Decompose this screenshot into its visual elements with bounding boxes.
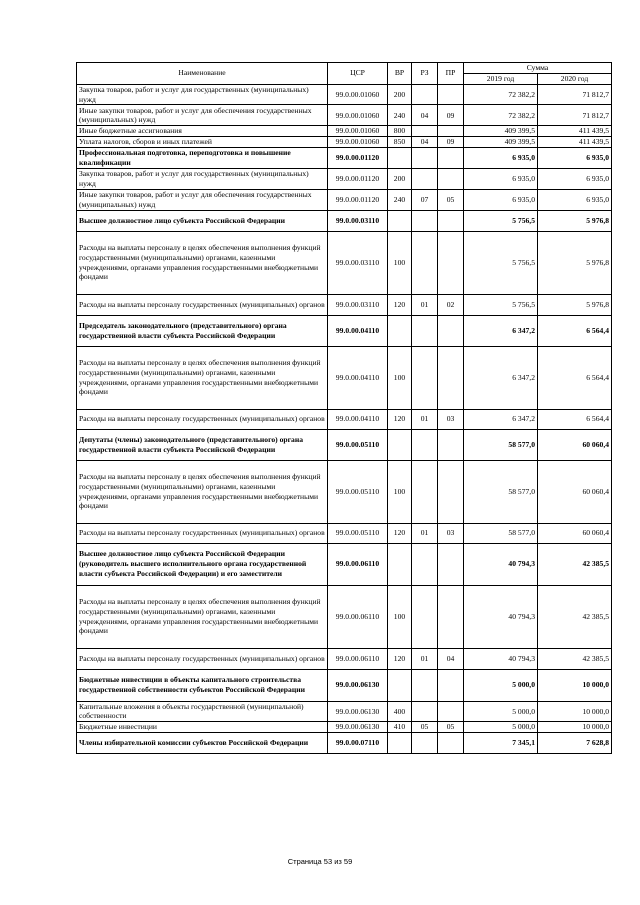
row-2020-value: 10 000,0 [538,669,612,701]
row-2020-value: 5 976,8 [538,294,612,315]
row-rz: 01 [412,294,438,315]
row-2020-value: 6 935,0 [538,168,612,189]
row-pr [438,168,464,189]
row-2020-value: 411 439,5 [538,126,612,137]
row-2019-value: 6 347,2 [464,409,538,429]
row-2019-value: 6 347,2 [464,315,538,346]
row-2019-value: 72 382,2 [464,84,538,105]
row-2019-value: 58 577,0 [464,523,538,543]
row-pr: 05 [438,722,464,733]
row-2019-value: 409 399,5 [464,137,538,148]
row-csr: 99.0.00.03110 [328,294,388,315]
row-pr [438,543,464,585]
row-2019-value: 6 935,0 [464,148,538,169]
row-csr: 99.0.00.06110 [328,648,388,669]
table-row [77,409,612,429]
row-2020-value: 10 000,0 [538,722,612,733]
row-2019-value: 5 000,0 [464,722,538,733]
table-row [77,460,612,523]
row-csr: 99.0.00.04110 [328,315,388,346]
row-2019-value: 5 756,5 [464,294,538,315]
row-csr: 99.0.00.07110 [328,733,388,754]
row-csr: 99.0.00.04110 [328,346,388,409]
row-rz: 01 [412,523,438,543]
row-vr: 120 [388,294,412,315]
table-row [77,148,612,169]
table-row [77,315,612,346]
row-csr: 99.0.00.03110 [328,231,388,294]
row-csr: 99.0.00.06110 [328,543,388,585]
row-2020-value: 411 439,5 [538,137,612,148]
table-row [77,294,612,315]
row-name: Председатель законодательного (представительного) органа государственной власти субъекта Российской Федерации [77,315,328,346]
row-vr: 100 [388,585,412,648]
table-row [77,701,612,722]
table-row [77,722,612,733]
row-rz [412,429,438,460]
row-rz [412,346,438,409]
row-2020-value: 60 060,4 [538,429,612,460]
row-vr [388,669,412,701]
row-2019-value: 58 577,0 [464,460,538,523]
row-pr [438,585,464,648]
row-csr: 99.0.00.06130 [328,722,388,733]
table-row [77,137,612,148]
table-row [77,733,612,754]
row-rz [412,148,438,169]
row-csr: 99.0.00.05110 [328,429,388,460]
row-rz [412,669,438,701]
row-pr [438,315,464,346]
col-pr-header: ПР [438,63,464,85]
row-pr [438,84,464,105]
row-name: Члены избирательной комиссии субъектов Российской Федерации [77,733,328,754]
row-pr [438,346,464,409]
row-name: Иные закупки товаров, работ и услуг для обеспечения государственных (муниципальных) нужд [77,105,328,126]
row-name: Профессиональная подготовка, переподготовка и повышение квалификации [77,148,328,169]
row-rz: 01 [412,409,438,429]
col-name-header: Наименование [77,63,328,85]
row-2019-value: 5 756,5 [464,231,538,294]
row-pr [438,669,464,701]
row-rz [412,585,438,648]
row-vr [388,315,412,346]
table-row [77,669,612,701]
row-vr: 410 [388,722,412,733]
row-2019-value: 40 794,3 [464,543,538,585]
row-pr [438,460,464,523]
row-csr: 99.0.00.01060 [328,84,388,105]
row-vr [388,210,412,231]
row-csr: 99.0.00.06130 [328,669,388,701]
row-pr: 03 [438,523,464,543]
table-body [77,84,612,753]
row-2020-value: 60 060,4 [538,523,612,543]
row-pr: 03 [438,409,464,429]
table-row [77,189,612,210]
row-2020-value: 71 812,7 [538,84,612,105]
row-rz [412,701,438,722]
table-row [77,231,612,294]
table-row [77,210,612,231]
row-pr: 09 [438,105,464,126]
row-2020-value: 7 628,8 [538,733,612,754]
row-csr: 99.0.00.01120 [328,189,388,210]
table-row [77,126,612,137]
row-pr: 05 [438,189,464,210]
table-row [77,585,612,648]
row-pr [438,701,464,722]
row-vr: 200 [388,84,412,105]
row-rz [412,168,438,189]
row-name: Расходы на выплаты персоналу в целях обеспечения выполнения функций государственными (муниципальными) органами, казенными учреждениями, органами управления государственными внебюджетными фондами [77,346,328,409]
row-vr: 120 [388,523,412,543]
row-name: Расходы на выплаты персоналу государственных (муниципальных) органов [77,409,328,429]
row-pr [438,231,464,294]
row-vr: 100 [388,460,412,523]
row-name: Расходы на выплаты персоналу государственных (муниципальных) органов [77,294,328,315]
row-2020-value: 6 564,4 [538,346,612,409]
row-csr: 99.0.00.05110 [328,523,388,543]
budget-table [76,62,612,754]
row-vr [388,733,412,754]
row-2020-value: 5 976,8 [538,231,612,294]
table-row [77,168,612,189]
row-vr [388,429,412,460]
table-row [77,429,612,460]
row-2020-value: 10 000,0 [538,701,612,722]
row-2019-value: 6 347,2 [464,346,538,409]
row-2020-value: 60 060,4 [538,460,612,523]
row-2019-value: 5 000,0 [464,669,538,701]
page-footer: Страница 53 из 59 [287,857,353,866]
row-pr [438,126,464,137]
row-name: Расходы на выплаты персоналу в целях обеспечения выполнения функций государственными (муниципальными) органами, казенными учреждениями, органами управления государственными внебюджетными фондами [77,585,328,648]
row-name: Закупка товаров, работ и услуг для государственных (муниципальных) нужд [77,84,328,105]
row-csr: 99.0.00.06130 [328,701,388,722]
table-row [77,648,612,669]
row-rz [412,126,438,137]
row-rz [412,315,438,346]
row-csr: 99.0.00.06110 [328,585,388,648]
col-2020-header: 2020 год [538,73,612,84]
row-csr: 99.0.00.01120 [328,148,388,169]
row-2019-value: 40 794,3 [464,585,538,648]
row-vr: 200 [388,168,412,189]
row-name: Уплата налогов, сборов и иных платежей [77,137,328,148]
row-2019-value: 58 577,0 [464,429,538,460]
row-2020-value: 71 812,7 [538,105,612,126]
table-row [77,105,612,126]
row-name: Капитальные вложения в объекты государственной (муниципальной) собственности [77,701,328,722]
row-name: Закупка товаров, работ и услуг для государственных (муниципальных) нужд [77,168,328,189]
row-vr: 240 [388,105,412,126]
table-row [77,84,612,105]
row-2019-value: 6 935,0 [464,168,538,189]
row-name: Высшее должностное лицо субъекта Российской Федерации [77,210,328,231]
row-rz: 04 [412,137,438,148]
row-2020-value: 6 564,4 [538,409,612,429]
row-vr: 400 [388,701,412,722]
row-name: Иные закупки товаров, работ и услуг для обеспечения государственных (муниципальных) нужд [77,189,328,210]
row-name: Депутаты (члены) законодательного (представительного) органа государственной власти субъекта Российской Федерации [77,429,328,460]
row-pr: 04 [438,648,464,669]
row-vr: 850 [388,137,412,148]
row-2019-value: 6 935,0 [464,189,538,210]
row-vr: 120 [388,648,412,669]
row-csr: 99.0.00.01060 [328,105,388,126]
row-pr [438,429,464,460]
row-2019-value: 5 000,0 [464,701,538,722]
row-pr [438,148,464,169]
row-2020-value: 6 935,0 [538,148,612,169]
row-2020-value: 5 976,8 [538,210,612,231]
row-rz [412,231,438,294]
row-csr: 99.0.00.01120 [328,168,388,189]
row-2020-value: 42 385,5 [538,585,612,648]
col-vr-header: ВР [388,63,412,85]
row-name: Расходы на выплаты персоналу в целях обеспечения выполнения функций государственными (муниципальными) органами, казенными учреждениями, органами управления государственными внебюджетными фондами [77,460,328,523]
row-name: Расходы на выплаты персоналу государственных (муниципальных) органов [77,648,328,669]
row-rz: 01 [412,648,438,669]
row-vr: 800 [388,126,412,137]
row-rz: 04 [412,105,438,126]
row-pr: 02 [438,294,464,315]
table-row [77,543,612,585]
row-csr: 99.0.00.05110 [328,460,388,523]
row-rz: 07 [412,189,438,210]
row-name: Расходы на выплаты персоналу государственных (муниципальных) органов [77,523,328,543]
row-vr [388,543,412,585]
table-header [77,63,612,85]
row-rz: 05 [412,722,438,733]
row-vr: 100 [388,231,412,294]
row-name: Бюджетные инвестиции [77,722,328,733]
row-name: Высшее должностное лицо субъекта Российской Федерации (руководитель высшего исполнительного органа государственной власти субъекта Российской Федерации) и его заместители [77,543,328,585]
row-vr: 120 [388,409,412,429]
row-rz [412,543,438,585]
row-csr: 99.0.00.01060 [328,137,388,148]
row-vr: 240 [388,189,412,210]
row-csr: 99.0.00.03110 [328,210,388,231]
row-2020-value: 42 385,5 [538,543,612,585]
col-rz-header: РЗ [412,63,438,85]
row-2020-value: 6 935,0 [538,189,612,210]
col-sum-header: Сумма [464,63,612,74]
row-csr: 99.0.00.01060 [328,126,388,137]
row-2019-value: 72 382,2 [464,105,538,126]
row-2020-value: 42 385,5 [538,648,612,669]
row-name: Расходы на выплаты персоналу в целях обеспечения выполнения функций государственными (муниципальными) органами, казенными учреждениями, органами управления государственными внебюджетными фондами [77,231,328,294]
row-2019-value: 40 794,3 [464,648,538,669]
row-name: Бюджетные инвестиции в объекты капитального строительства государственной собственности субъектов Российской Федерации [77,669,328,701]
col-csr-header: ЦСР [328,63,388,85]
row-2019-value: 7 345,1 [464,733,538,754]
row-rz [412,733,438,754]
row-pr: 09 [438,137,464,148]
row-pr [438,733,464,754]
row-2019-value: 409 399,5 [464,126,538,137]
row-name: Иные бюджетные ассигнования [77,126,328,137]
row-2020-value: 6 564,4 [538,315,612,346]
row-rz [412,460,438,523]
row-rz [412,210,438,231]
row-vr [388,148,412,169]
table-row [77,523,612,543]
row-rz [412,84,438,105]
table-row [77,346,612,409]
col-2019-header: 2019 год [464,73,538,84]
row-csr: 99.0.00.04110 [328,409,388,429]
row-2019-value: 5 756,5 [464,210,538,231]
row-vr: 100 [388,346,412,409]
row-pr [438,210,464,231]
